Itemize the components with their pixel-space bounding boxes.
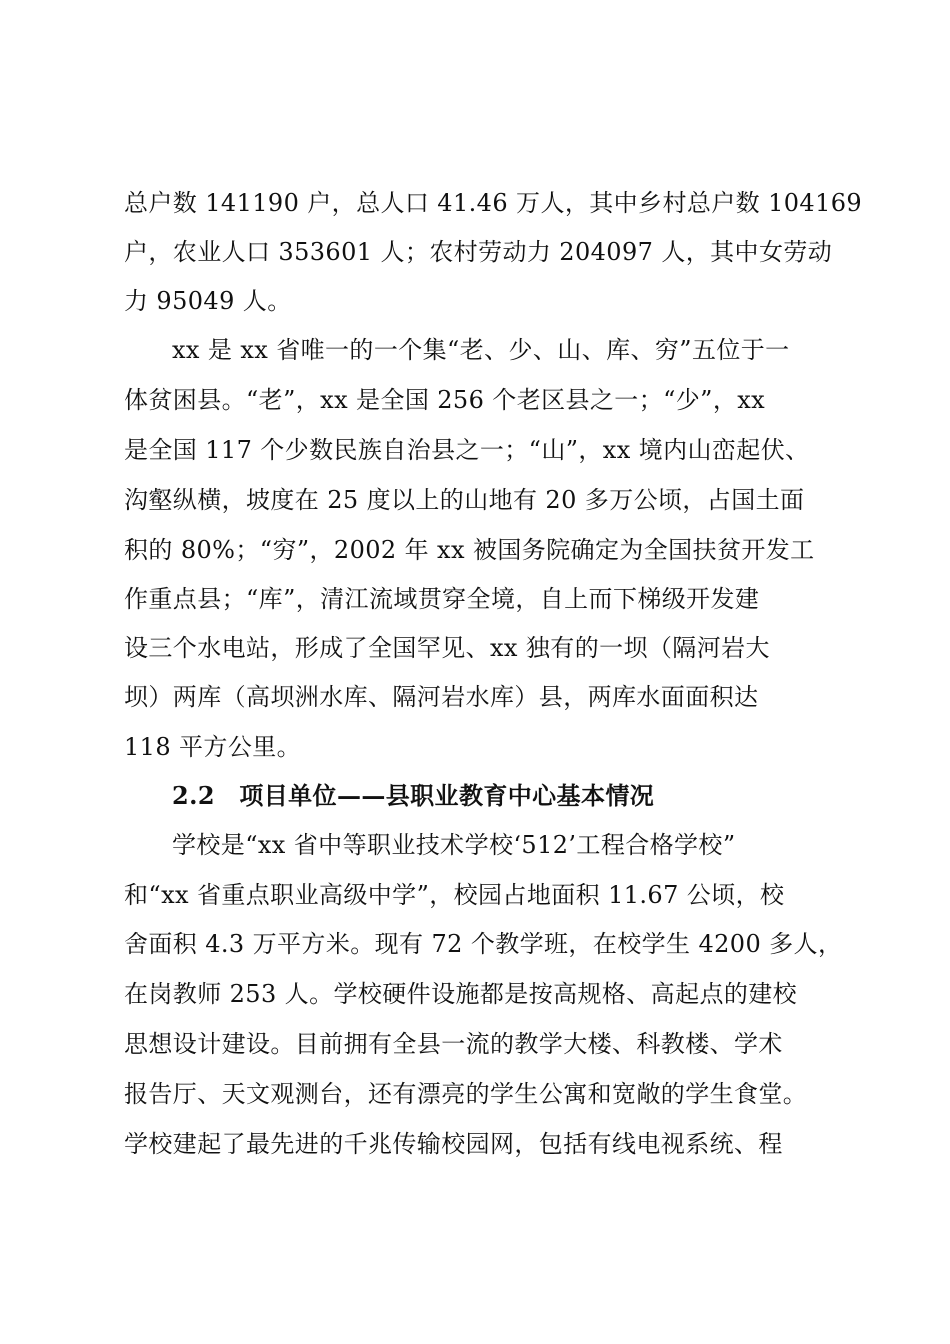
paragraph1-line-2: 户，农业人口 353601 人；农村劳动力 204097 人，其中女劳动 — [124, 238, 833, 266]
paragraph2-line-2: 体贫困县。“老”，xx 是全国 256 个老区县之一；“少”，xx — [124, 386, 766, 414]
paragraph3-line-7: 学校建起了最先进的千兆传输校园网，包括有线电视系统、程 — [124, 1130, 783, 1158]
paragraph2-line-3: 是全国 117 个少数民族自治县之一；“山”，xx 境内山峦起伏、 — [124, 436, 810, 464]
paragraph3-line-2: 和“xx 省重点职业高级中学”，校园占地面积 11.67 公顷，校 — [124, 881, 785, 909]
paragraph3-line-5: 思想设计建设。目前拥有全县一流的教学大楼、科教楼、学术 — [124, 1030, 783, 1058]
paragraph3-line-6: 报告厅、天文观测台，还有漂亮的学生公寓和宽敞的学生食堂。 — [124, 1080, 808, 1108]
paragraph3-line-4: 在岗教师 253 人。学校硬件设施都是按高规格、高起点的建校 — [124, 980, 798, 1008]
paragraph3-line-3: 舍面积 4.3 万平方米。现有 72 个教学班，在校学生 4200 多人， — [124, 930, 843, 958]
paragraph2-line-7: 设三个水电站，形成了全国罕见、xx 独有的一坝（隔河岩大 — [124, 634, 770, 662]
paragraph1-line-3: 力 95049 人。 — [124, 287, 292, 315]
paragraph2-line-8: 坝）两库（高坝洲水库、隔河岩水库）县，两库水面面积达 — [124, 683, 759, 711]
section-heading: 2.2 项目单位——县职业教育中心基本情况 — [172, 781, 655, 810]
paragraph2-line-1: xx 是 xx 省唯一的一个集“老、少、山、库、穷”五位于一 — [172, 336, 790, 364]
paragraph1-line-1: 总户数 141190 户，总人口 41.46 万人，其中乡村总户数 104169 — [124, 189, 863, 217]
paragraph2-line-5: 积的 80%；“穷”，2002 年 xx 被国务院确定为全国扶贫开发工 — [124, 536, 815, 564]
paragraph2-line-9: 118 平方公里。 — [124, 733, 302, 761]
paragraph3-line-1: 学校是“xx 省中等职业技术学校‘512’工程合格学校” — [172, 831, 736, 859]
paragraph2-line-6: 作重点县；“库”，清江流域贯穿全境，自上而下梯级开发建 — [124, 585, 760, 613]
paragraph2-line-4: 沟壑纵横，坡度在 25 度以上的山地有 20 多万公顷，占国土面 — [124, 486, 805, 514]
